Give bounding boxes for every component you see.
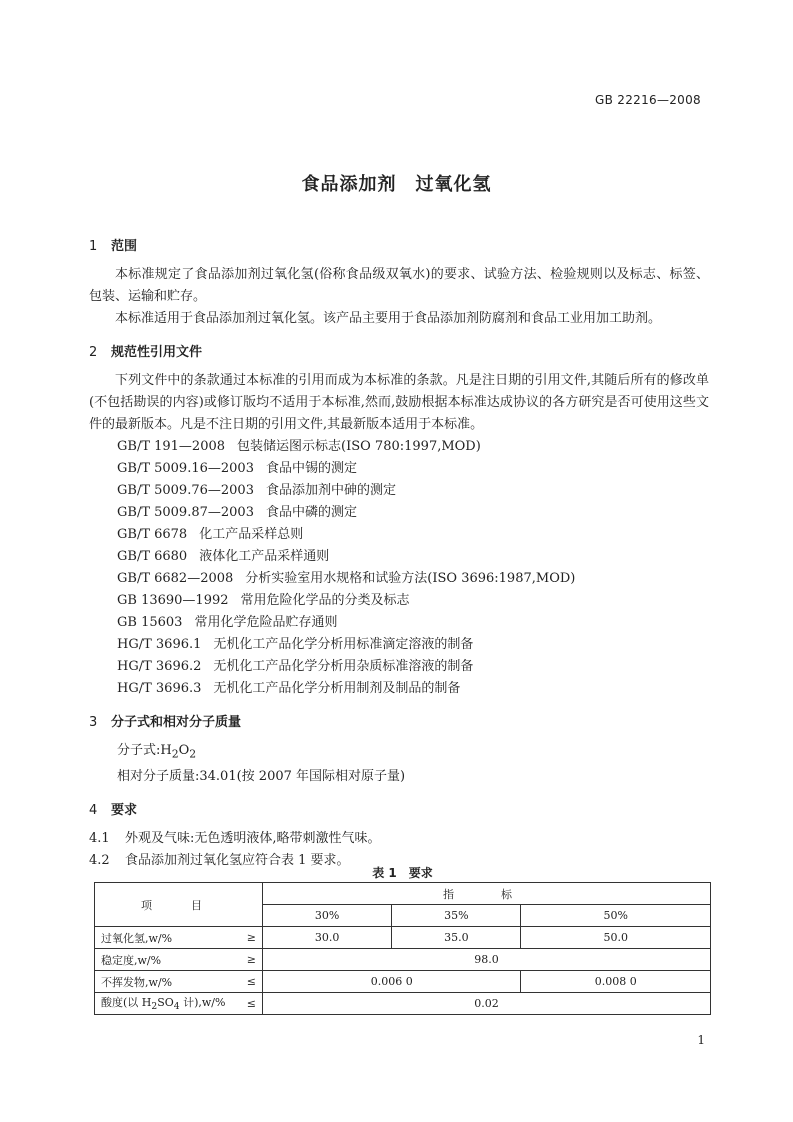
table-cell: 50.0 <box>521 927 711 949</box>
section-number: 1 <box>89 239 98 254</box>
requirement-item: 4.2 食品添加剂过氧化氢应符合表 1 要求。 <box>89 852 350 868</box>
row-label: 酸度(以 $H_2SO_4$ 计),w/% ≤ <box>95 993 263 1015</box>
requirements-table <box>94 882 711 1015</box>
table-cell: 0.006 0 <box>263 971 521 993</box>
section-title: 分子式和相对分子质量 <box>111 715 242 730</box>
section-2-intro: 下列文件中的条款通过本标准的引用而成为本标准的条款。凡是注日期的引用文件,其随后所有的修改单(不包括勘误的内容)或修订版均不适用于本标准,然而,鼓励根据本标准达成协议的各方研究是否可使用这些文件的最新版本。凡是不注日期的引用文件,其最新版本适用于本标准。 <box>89 373 709 432</box>
section-2-heading <box>89 342 709 364</box>
standard-code: GB 22216—2008 <box>595 93 701 107</box>
molecular-formula: 分子式$:H_2O_2$ <box>117 743 197 761</box>
row-label: 过氧化氢,w/% ≥ <box>95 927 263 949</box>
molecular-mass: 相对分子质量:34.01(按 2007 年国际相对原子量) <box>117 768 406 784</box>
page-number: 1 <box>697 1033 705 1047</box>
grade-header: 35% <box>392 905 521 927</box>
section-1-paragraph: 本标准适用于食品添加剂过氧化氢。该产品主要用于食品添加剂防腐剂和食品工业用加工助剂。 <box>115 311 662 326</box>
reference-item: HG/T 3696.1 无机化工产品化学分析用标准滴定溶液的制备 <box>117 637 474 652</box>
reference-item: HG/T 3696.3 无机化工产品化学分析用制剂及制品的制备 <box>117 681 461 696</box>
table-caption: 表 1 要求 <box>372 866 433 880</box>
table-row <box>95 949 711 971</box>
reference-list <box>89 436 709 700</box>
table-row <box>95 927 711 949</box>
table-cell: 35.0 <box>392 927 521 949</box>
reference-item: GB 15603 常用化学危险品贮存通则 <box>117 615 338 630</box>
section-title: 规范性引用文件 <box>111 345 203 360</box>
reference-item: GB/T 191—2008 包装储运图示标志(ISO 780:1997,MOD) <box>117 439 481 454</box>
table-cell: 30.0 <box>263 927 392 949</box>
reference-item: GB/T 6682—2008 分析实验室用水规格和试验方法(ISO 3696:1987,MOD) <box>117 571 576 586</box>
section-3-heading <box>89 712 709 734</box>
reference-item: HG/T 3696.2 无机化工产品化学分析用杂质标准溶液的制备 <box>117 659 474 674</box>
section-number: 3 <box>89 715 98 730</box>
section-title: 要求 <box>111 802 138 818</box>
section-number: 4 <box>89 802 98 818</box>
section-1-paragraph: 本标准规定了食品添加剂过氧化氢(俗称食品级双氧水)的要求、试验方法、检验规则以及标志、标签、包装、运输和贮存。 <box>89 267 709 304</box>
section-title: 范围 <box>111 239 138 254</box>
table-cell: 0.02 <box>263 993 711 1015</box>
grade-header: 50% <box>521 905 711 927</box>
reference-item: GB/T 6680 液体化工产品采样通则 <box>117 549 330 564</box>
document-title: 食品添加剂 过氧化氢 <box>301 174 492 195</box>
grade-header: 30% <box>263 905 392 927</box>
reference-item: GB/T 6678 化工产品采样总则 <box>117 527 304 542</box>
reference-item: GB 13690—1992 常用危险化学品的分类及标志 <box>117 593 410 608</box>
row-label: 稳定度,w/% ≥ <box>95 949 263 971</box>
table-row <box>95 993 711 1015</box>
section-number: 2 <box>89 345 98 360</box>
table-row <box>95 971 711 993</box>
column-header-item: 项 目 <box>95 883 263 927</box>
reference-item: GB/T 5009.16—2003 食品中锡的测定 <box>117 461 357 476</box>
table-cell: 0.008 0 <box>521 971 711 993</box>
row-label: 不挥发物,w/% ≤ <box>95 971 263 993</box>
section-4-heading <box>89 800 709 822</box>
document-body <box>89 236 709 872</box>
reference-item: GB/T 5009.87—2003 食品中磷的测定 <box>117 505 357 520</box>
section-1-heading <box>89 236 709 258</box>
table-cell: 98.0 <box>263 949 711 971</box>
requirement-item: 4.1 外观及气味:无色透明液体,略带刺激性气味。 <box>89 830 381 846</box>
reference-item: GB/T 5009.76—2003 食品添加剂中砷的测定 <box>117 483 396 498</box>
column-header-indicator: 指 标 <box>263 883 711 905</box>
